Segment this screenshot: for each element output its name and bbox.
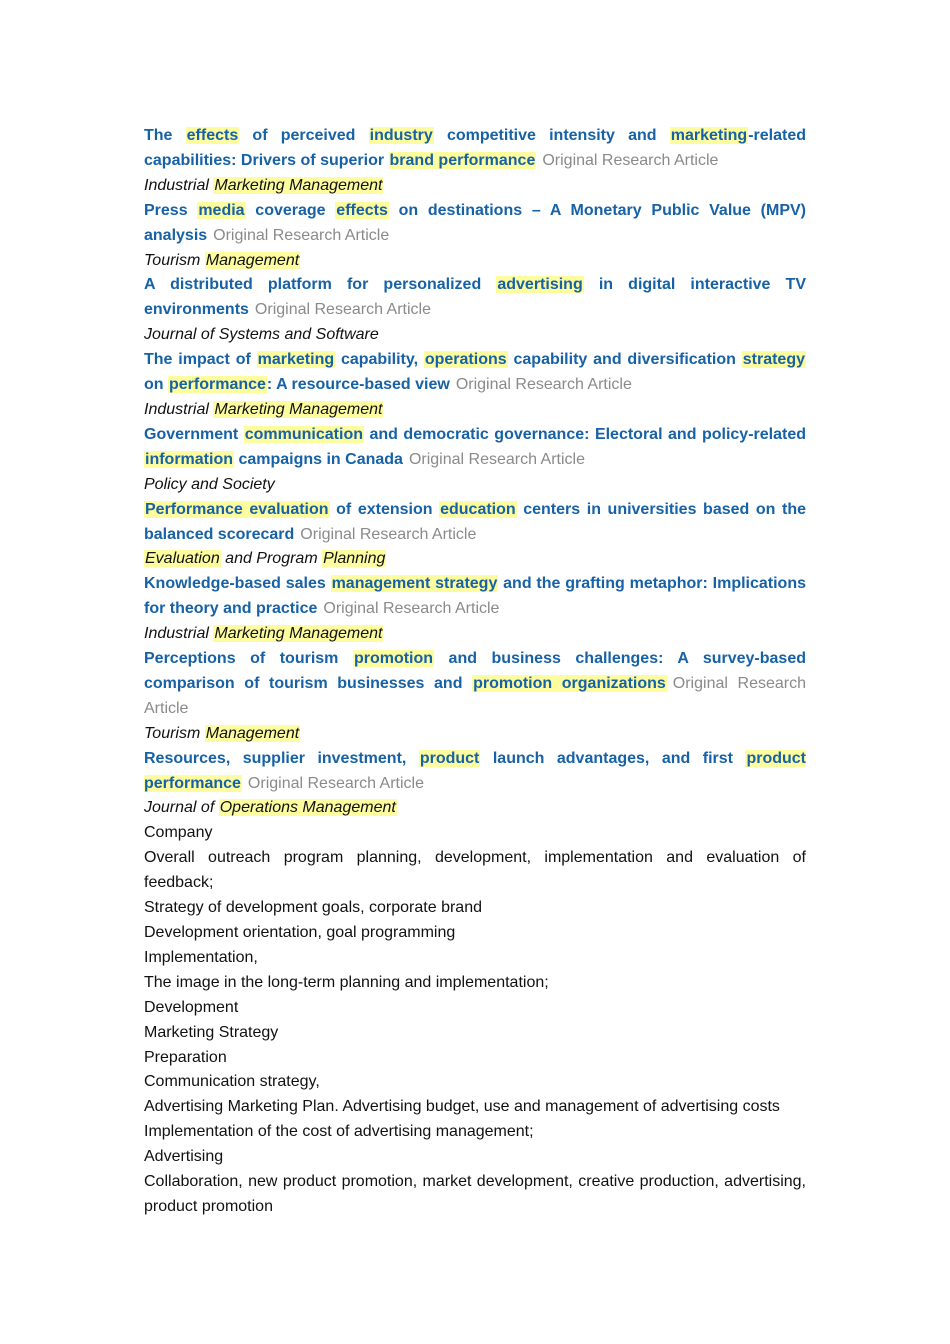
- title-text: -related capabilities: Drivers of superior: [144, 127, 806, 169]
- journal-text: Journal of: [144, 799, 219, 817]
- text-line: Preparation: [144, 1048, 227, 1066]
- highlighted-term: media: [198, 201, 245, 219]
- title-text: The impact of: [144, 351, 257, 369]
- journal-text: Industrial: [144, 176, 214, 194]
- journal-text: Tourism: [144, 724, 205, 742]
- journal-name: [144, 722, 806, 747]
- article-type: Original Research Article: [455, 376, 632, 394]
- article-title-link[interactable]: [144, 572, 806, 622]
- highlighted-term: Planning: [323, 550, 386, 568]
- highlighted-term: product: [419, 749, 480, 767]
- title-text: Knowledge-based sales: [144, 575, 331, 593]
- article-title-link[interactable]: [144, 423, 806, 473]
- text-line: Development: [144, 998, 239, 1016]
- journal-text: Policy and Society: [144, 475, 275, 493]
- article-list: [144, 124, 806, 821]
- title-text: and democratic governance: Electoral and policy-related: [363, 425, 807, 443]
- article-type: Original Research Article: [542, 151, 719, 169]
- title-text: A distributed platform for personalized: [144, 276, 497, 294]
- article-type: Original Research Article: [247, 774, 424, 792]
- journal-text: Journal of Systems and Software: [144, 326, 379, 344]
- title-text: of extension: [329, 500, 440, 518]
- highlighted-term: industry: [369, 127, 433, 144]
- text-line: Implementation,: [144, 948, 258, 966]
- article-type: Original Research Article: [213, 226, 390, 244]
- text-line: Implementation of the cost of advertising management;: [144, 1123, 534, 1141]
- highlighted-term: promotion organizations: [473, 674, 666, 692]
- journal-name: [144, 249, 806, 274]
- highlighted-term: product performance: [144, 749, 806, 792]
- article-type: Original Research Article: [254, 301, 431, 319]
- title-text: on: [144, 376, 168, 394]
- text-line: Collaboration, new product promotion, market development, creative production, advertising, product promotion: [144, 1173, 806, 1215]
- title-text: capability,: [335, 351, 424, 369]
- article-title-link[interactable]: [144, 498, 806, 548]
- text-line: Company: [144, 824, 213, 842]
- highlighted-term: advertising: [497, 276, 583, 294]
- journal-name: [144, 796, 806, 821]
- journal-text: and Program: [220, 550, 323, 568]
- highlighted-term: strategy: [742, 351, 805, 369]
- article-title-link[interactable]: [144, 348, 806, 398]
- title-text: launch advantages, and first: [480, 749, 746, 767]
- highlighted-term: promotion: [353, 650, 434, 668]
- title-text: on destinations – A Monetary Public Value (MPV) analysis: [144, 201, 806, 244]
- article-title-link[interactable]: [144, 747, 806, 797]
- journal-name: [144, 473, 806, 498]
- text-line: Development orientation, goal programming: [144, 924, 456, 941]
- title-text: and business challenges: A survey-based comparison of tourism businesses and: [144, 650, 807, 692]
- article-type: Original Research Article: [144, 674, 806, 717]
- article-type: Original Research Article: [408, 450, 586, 468]
- text-line: Advertising Marketing Plan. Advertising budget, use and management of advertising costs: [144, 1098, 780, 1116]
- highlighted-term: Management: [205, 724, 300, 742]
- text-line: Advertising: [144, 1148, 224, 1166]
- highlighted-term: Performance evaluation: [145, 500, 329, 518]
- journal-name: [144, 174, 806, 199]
- article-title-link[interactable]: [144, 647, 806, 722]
- title-text: Government: [144, 425, 244, 443]
- title-text: and the grafting metaphor: Implications for theory and practice: [144, 575, 806, 618]
- highlighted-term: education: [440, 500, 516, 518]
- title-text: in digital interactive TV environments: [144, 276, 807, 319]
- article-title-link[interactable]: [144, 124, 806, 174]
- text-line: The image in the long-term planning and implementation;: [144, 973, 549, 991]
- highlighted-term: Marketing Management: [214, 625, 383, 643]
- article-title-link[interactable]: [144, 273, 806, 323]
- title-text: Press: [144, 201, 198, 219]
- highlighted-term: marketing: [257, 351, 335, 369]
- title-text: competitive intensity and: [433, 127, 670, 144]
- highlighted-term: effects: [186, 127, 239, 144]
- highlighted-term: performance: [169, 376, 266, 394]
- document-page: [144, 124, 806, 1220]
- title-text: : A resource-based view: [266, 376, 450, 394]
- highlighted-term: communication: [244, 425, 363, 443]
- highlighted-term: management strategy: [331, 575, 498, 593]
- highlighted-term: information: [145, 450, 233, 468]
- title-text: The: [144, 127, 186, 144]
- article-title-link[interactable]: [144, 199, 806, 249]
- journal-name: [144, 323, 806, 348]
- highlighted-term: operations: [424, 351, 507, 369]
- text-line: Communication strategy,: [144, 1073, 320, 1091]
- text-line: Overall outreach program planning, development, implementation and evaluation of feedback;: [144, 849, 806, 892]
- article-type: Original Research Article: [323, 600, 500, 618]
- highlighted-term: brand performance: [389, 151, 536, 169]
- highlighted-term: effects: [336, 201, 388, 219]
- title-text: centers in universities based on the balanced scorecard: [144, 500, 807, 543]
- highlighted-term: Evaluation: [145, 550, 220, 568]
- highlighted-term: Management: [205, 251, 300, 269]
- highlighted-term: Marketing Management: [214, 400, 383, 418]
- journal-name: [144, 547, 806, 572]
- title-text: coverage: [245, 201, 336, 219]
- journal-text: Industrial: [144, 400, 214, 418]
- text-line: Marketing Strategy: [144, 1023, 279, 1041]
- title-text: Resources, supplier investment,: [144, 749, 419, 767]
- highlighted-term: Marketing Management: [214, 176, 383, 194]
- text-line: Strategy of development goals, corporate brand: [144, 899, 482, 917]
- highlighted-term: Operations Management: [219, 799, 396, 817]
- article-type: Original Research Article: [300, 525, 477, 543]
- journal-name: [144, 398, 806, 423]
- title-text: Perceptions of tourism: [144, 650, 353, 668]
- journal-name: [144, 622, 806, 647]
- title-text: of perceived: [239, 127, 369, 144]
- body-text: [144, 821, 806, 1220]
- title-text: campaigns in Canada: [234, 450, 403, 468]
- journal-text: Tourism: [144, 251, 205, 269]
- highlighted-term: marketing: [670, 127, 748, 144]
- title-text: capability and diversification: [507, 351, 742, 369]
- journal-text: Industrial: [144, 625, 214, 643]
